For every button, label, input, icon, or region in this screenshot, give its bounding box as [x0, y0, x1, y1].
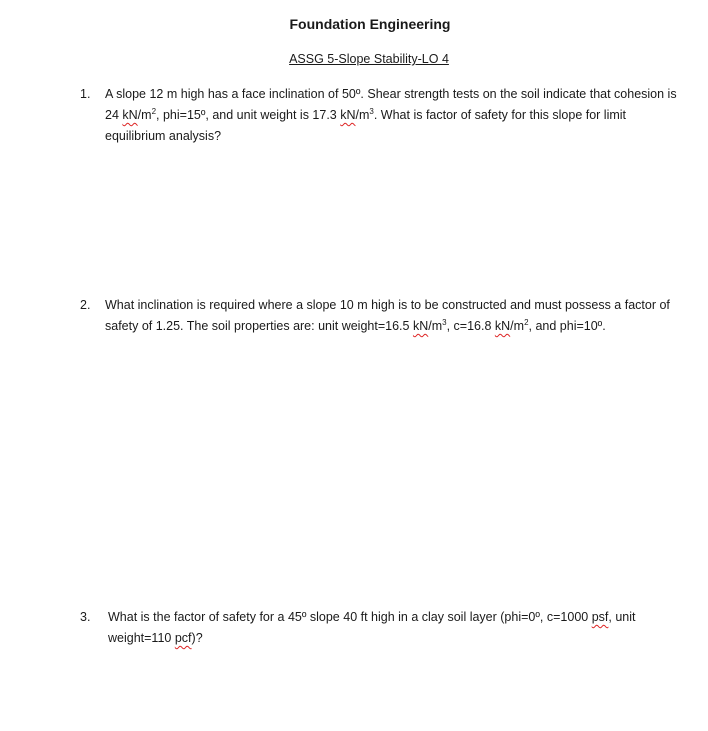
- document-title: Foundation Engineering: [289, 16, 451, 32]
- text-segment: What is the factor of safety for a 45º slope 40 ft high in a clay soil layer (phi=0º, c=1000: [108, 610, 592, 624]
- question-text: [108, 607, 680, 649]
- superscript: 2: [524, 317, 529, 327]
- spellcheck-word: kN: [412, 319, 429, 333]
- text-segment: /m: [428, 319, 443, 333]
- question-1: [80, 84, 680, 147]
- assignment-subtitle: [0, 52, 708, 66]
- text-segment: /m: [137, 108, 152, 122]
- text-segment: )?: [191, 631, 203, 645]
- superscript: 3: [369, 106, 374, 116]
- question-number: 2.: [80, 298, 91, 312]
- question-text: [105, 295, 680, 337]
- question-number: 1.: [80, 87, 91, 101]
- assignment-subtitle-text: ASSG 5-Slope Stability-LO 4: [289, 52, 449, 66]
- text-segment: /m: [510, 319, 525, 333]
- text-segment: , and phi=10º.: [528, 319, 606, 333]
- question-2: [80, 295, 680, 337]
- text-segment: A slope 12 m high has a face inclination of 50º. Shear strength tests on the soil indicate that cohesion is 24: [105, 87, 677, 122]
- text-segment: . What is factor of safety for this slope for limit equilibrium analysis?: [105, 108, 627, 143]
- spellcheck-word: psf: [591, 610, 609, 624]
- spellcheck-word: kN: [494, 319, 511, 333]
- question-text: [105, 84, 680, 147]
- question-number: 3.: [80, 610, 91, 624]
- superscript: 3: [442, 317, 447, 327]
- spellcheck-word: kN: [122, 108, 138, 122]
- question-3: [80, 607, 680, 649]
- text-segment: , unit weight=110: [108, 610, 636, 645]
- spellcheck-word: kN: [340, 108, 356, 122]
- text-segment: What inclination is required where a slope 10 m high is to be constructed and must possess a factor of safety of 1.25. The soil properties are: unit weight=16.5: [105, 298, 670, 333]
- superscript: 2: [151, 106, 157, 116]
- text-segment: , c=16.8: [446, 319, 495, 333]
- text-segment: , phi=15º, and unit weight is 17.3: [156, 108, 341, 122]
- text-segment: /m: [355, 108, 370, 122]
- spellcheck-word: pcf: [174, 631, 192, 645]
